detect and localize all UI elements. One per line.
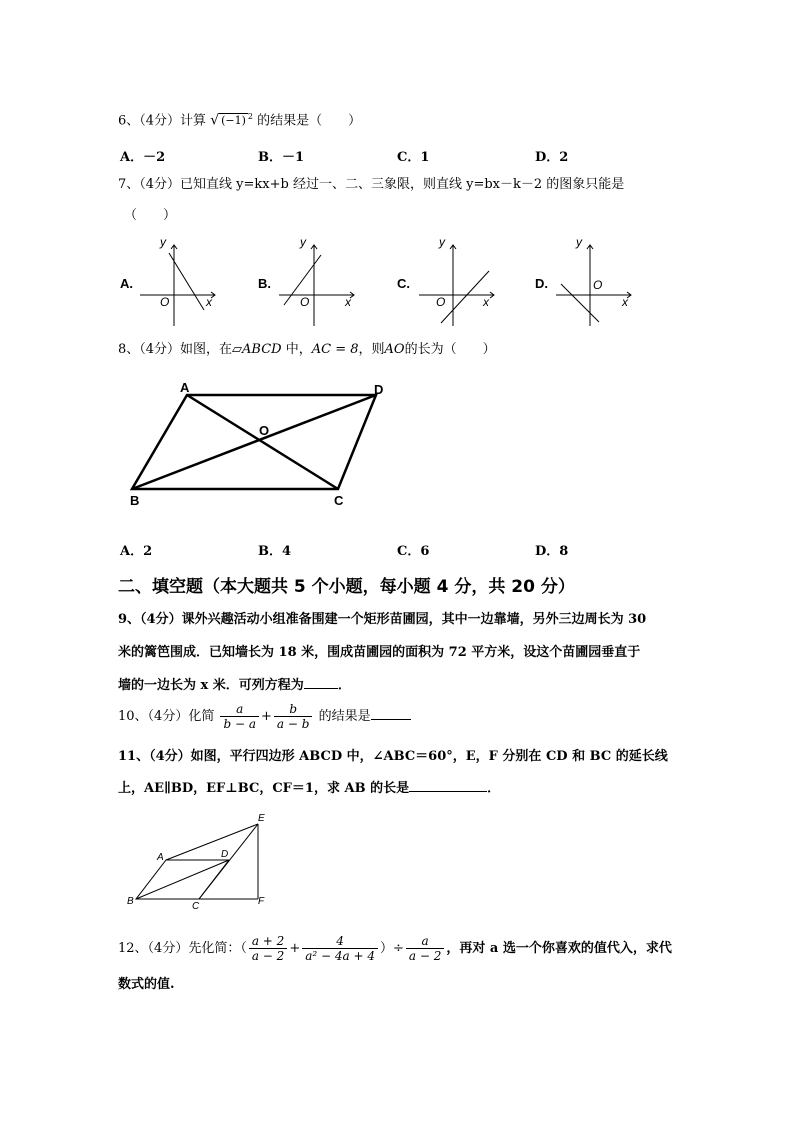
q8-condition: AC = 8 bbox=[311, 342, 359, 357]
q6-suffix: 的结果是（ ） bbox=[257, 113, 362, 129]
q8-option-d[interactable]: D．8 bbox=[535, 544, 569, 559]
q12-f1-numerator: a + 2 bbox=[249, 934, 287, 949]
q11-figure bbox=[0, 810, 794, 910]
q12-fraction-1 bbox=[249, 934, 287, 963]
q8-label-d: D bbox=[374, 382, 384, 397]
q8-label-c: C bbox=[334, 493, 344, 508]
q10-f1-numerator: a bbox=[220, 702, 259, 717]
question-8 bbox=[118, 341, 496, 359]
q12-prefix: 12、（4分）先化简：（ bbox=[118, 941, 247, 956]
q11-label-e: E bbox=[258, 813, 265, 824]
q11-line-1: 11、（4分）如图，平行四边形 ABCD 中，∠ABC＝60°，E，F 分别在 CD 和 BC 的延长线 bbox=[118, 749, 668, 764]
q6-exponent: 2 bbox=[247, 112, 254, 121]
q9-line-1: 9、（4分）课外兴趣活动小组准备围建一个矩形苗圃园，其中一边靠墙，另外三边周长为 30 bbox=[118, 612, 647, 627]
q7-b-y-label: y bbox=[300, 235, 306, 249]
q8-target: AO bbox=[384, 342, 405, 357]
q11-line-2: 上，AE∥BD，EF⊥BC，CF＝1，求 AB 的长是 bbox=[118, 781, 410, 796]
q7-graphs bbox=[0, 234, 794, 334]
q8-label-a: A bbox=[180, 380, 190, 395]
q8-option-c[interactable]: C．6 bbox=[397, 544, 430, 559]
q10-fraction-2 bbox=[274, 702, 313, 731]
q7-c-y-label: y bbox=[439, 235, 445, 249]
q11-answer-blank[interactable] bbox=[409, 779, 487, 792]
q10-f2-denominator: a − b bbox=[276, 717, 310, 731]
q11-label-c: C bbox=[192, 901, 200, 910]
q12-suffix: ，再对 a 选一个你喜欢的值代入，求代 bbox=[446, 941, 672, 956]
q9-line-3-end: ． bbox=[337, 678, 351, 693]
q8-option-a[interactable]: A．2 bbox=[120, 544, 153, 559]
q11-label-a: A bbox=[157, 852, 164, 863]
question-11-line-2 bbox=[118, 779, 500, 798]
q7-b-origin: O bbox=[300, 295, 310, 309]
q8-label-b: B bbox=[130, 493, 140, 508]
question-12 bbox=[118, 930, 672, 968]
q7-text: 7、（4分）已知直线 y=kx+b 经过一、二、三象限，则直线 y=bx－k－2 的图象只能是 bbox=[118, 177, 625, 192]
q12-f2-denominator: a² − 4a + 4 bbox=[305, 949, 375, 963]
q9-answer-blank[interactable] bbox=[304, 676, 338, 689]
q11-label-d: D bbox=[221, 849, 229, 860]
q10-answer-blank[interactable] bbox=[371, 707, 411, 720]
q10-f2-numerator: b bbox=[274, 702, 313, 717]
question-6: 6、（4分）计算 √ (−1) $^2$ 的结果是（ ） bbox=[118, 112, 362, 129]
question-7 bbox=[118, 176, 624, 194]
q7-graph-a bbox=[140, 245, 215, 326]
q11-line-2-end: ． bbox=[487, 781, 501, 796]
section-2-title: 二、填空题（本大题共 5 个小题，每小题 4 分，共 20 分） bbox=[118, 577, 575, 597]
q8-figure bbox=[0, 375, 794, 515]
question-10 bbox=[118, 700, 411, 734]
q10-suffix: 的结果是 bbox=[318, 709, 371, 724]
q8-mid2: ，则 bbox=[358, 342, 385, 357]
q12-f3-denominator: a − 2 bbox=[408, 949, 442, 963]
q6-option-c[interactable]: C．1 bbox=[397, 150, 430, 165]
q7-letter-a[interactable]: A. bbox=[120, 276, 133, 291]
q12-f3-numerator: a bbox=[406, 934, 444, 949]
q7-c-origin: O bbox=[436, 295, 446, 309]
q11-label-b: B bbox=[127, 896, 134, 907]
q6-option-a[interactable]: A．－2 bbox=[120, 150, 166, 165]
q6-prefix: 6、（4分）计算 bbox=[118, 113, 207, 129]
q10-plus: + bbox=[261, 709, 272, 724]
q7-a-origin: O bbox=[160, 295, 170, 309]
q9-line-2: 米的篱笆围成．已知墙长为 18 米，围成苗圃园的面积为 72 平方米，设这个苗圃园垂直于 bbox=[118, 645, 641, 660]
q6-radical: (−1) bbox=[221, 114, 246, 128]
q8-option-b[interactable]: B．4 bbox=[258, 544, 292, 559]
q7-b-x-label: x bbox=[345, 295, 351, 309]
q7-d-y-label: y bbox=[576, 235, 582, 249]
question-9-line-3 bbox=[118, 676, 351, 695]
q12-fraction-2 bbox=[302, 934, 378, 963]
q7-c-x-label: x bbox=[483, 295, 489, 309]
q10-f1-denominator: b − a bbox=[223, 717, 256, 731]
q9-line-3: 墙的一边长为 x 米．可列方程为 bbox=[118, 678, 304, 693]
q8-label-o: O bbox=[259, 423, 270, 438]
q11-label-f: F bbox=[258, 896, 265, 907]
q12-f1-denominator: a − 2 bbox=[251, 949, 285, 963]
q7-letter-b[interactable]: B. bbox=[258, 276, 271, 291]
q8-suffix: 的长为（ ） bbox=[404, 342, 496, 357]
q10-fraction-1 bbox=[220, 702, 259, 731]
q7-graph-c bbox=[419, 245, 494, 326]
q11-lines bbox=[136, 824, 258, 899]
q6-option-b[interactable]: B．－1 bbox=[258, 150, 305, 165]
q7-graph-b bbox=[279, 245, 354, 326]
q7-letter-d[interactable]: D. bbox=[535, 276, 548, 291]
q8-parallelogram-symbol: ▱ bbox=[232, 342, 243, 357]
q8-mid: 中， bbox=[281, 342, 312, 357]
q8-prefix: 8、（4分）如图，在 bbox=[118, 342, 233, 357]
q7-a-x-label: x bbox=[206, 295, 212, 309]
q12-f2-numerator: 4 bbox=[302, 934, 378, 949]
q7-d-origin: O bbox=[593, 278, 603, 292]
q8-parallelogram bbox=[132, 395, 376, 489]
q12-close-div: ）÷ bbox=[379, 941, 404, 956]
q12-line-2: 数式的值. bbox=[118, 977, 175, 992]
q12-fraction-3 bbox=[406, 934, 444, 963]
q7-d-x-label: x bbox=[622, 295, 628, 309]
q7-letter-c[interactable]: C. bbox=[397, 276, 410, 291]
q7-paren: （ ） bbox=[124, 208, 177, 223]
q6-option-d[interactable]: D．2 bbox=[535, 150, 569, 165]
q8-name: ABCD bbox=[242, 342, 282, 357]
q10-prefix: 10、（4分）化简 bbox=[118, 709, 215, 724]
q12-plus: + bbox=[289, 941, 301, 956]
q7-a-y-label: y bbox=[160, 235, 166, 249]
